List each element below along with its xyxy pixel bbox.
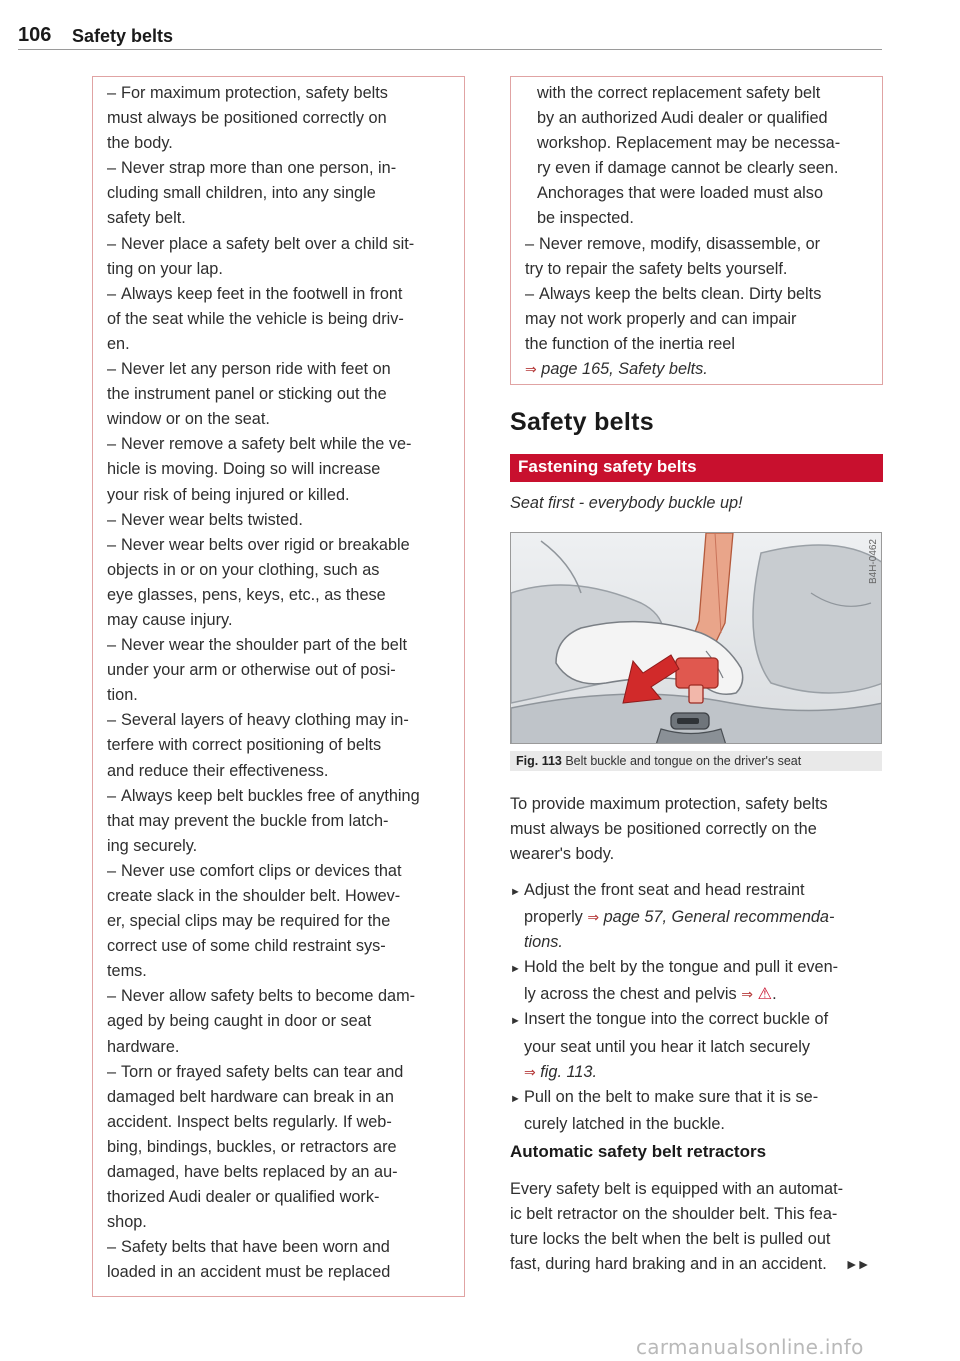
- warning-text: Several layers of heavy clothing may in-: [121, 711, 409, 730]
- warning-text: create slack in the shoulder belt. Howev-: [107, 887, 401, 905]
- warning-text: your risk of being injured or killed.: [107, 485, 350, 504]
- figure-caption-label: Fig. 113: [516, 754, 562, 768]
- warning-item: [107, 784, 457, 859]
- intro-text: Seat first - everybody buckle up!: [510, 494, 743, 512]
- step-bullet-icon: ►: [510, 1092, 521, 1105]
- text-line: To provide maximum protection, safety belts: [510, 795, 828, 813]
- warning-box-left: [92, 76, 465, 1297]
- step-text: curely latched in the buckle.: [524, 1114, 725, 1133]
- continue-arrow-icon: ►►: [844, 1256, 869, 1273]
- warning-item: [107, 81, 457, 156]
- warning-text: must always be positioned correctly on: [107, 109, 387, 128]
- dash-bullet-icon: –: [107, 234, 117, 253]
- warning-text: For maximum protection, safety belts: [121, 84, 388, 102]
- warning-text: Never use comfort clips or devices that: [121, 861, 402, 880]
- warning-item: [107, 508, 457, 533]
- warning-text: Never remove, modify, disassemble, or: [539, 234, 821, 253]
- warning-item: [107, 1235, 457, 1285]
- page-number: 106: [18, 24, 52, 46]
- figure-reference-link[interactable]: [524, 1060, 882, 1085]
- section-title: Safety belts: [510, 408, 654, 436]
- warning-text: hardware.: [107, 1037, 180, 1056]
- dash-bullet-icon: –: [107, 987, 117, 1006]
- warning-item: [525, 232, 875, 282]
- warning-text: try to repair the safety belts yourself.: [525, 259, 788, 278]
- step-bullet-icon: ►: [510, 886, 521, 898]
- paragraph-retractors: [510, 1177, 882, 1277]
- warning-text: Never remove a safety belt while the ve-: [121, 435, 412, 454]
- subsection-banner-text: Fastening safety belts: [518, 457, 697, 476]
- warning-text: correct use of some child restraint sys-: [107, 937, 386, 956]
- warning-continuation-line: Anchorages that were loaded must also: [537, 184, 823, 203]
- warning-continuation-line: be inspected.: [537, 209, 634, 228]
- reference-arrow-icon: ⇒: [741, 986, 753, 1003]
- warning-text: objects in or on your clothing, such as: [107, 560, 380, 579]
- warning-text: may cause injury.: [107, 610, 233, 629]
- dash-bullet-icon: –: [107, 435, 117, 454]
- warning-text: bing, bindings, buckles, or retractors are: [107, 1137, 397, 1156]
- warning-text: aged by being caught in door or seat: [107, 1012, 372, 1031]
- step-item: [510, 878, 882, 955]
- step-text: Adjust the front seat and head restraint: [524, 881, 805, 899]
- warning-text: eye glasses, pens, keys, etc., as these: [107, 585, 386, 604]
- dash-bullet-icon: –: [107, 636, 117, 655]
- step-text: Pull on the belt to make sure that it is se-: [524, 1087, 819, 1106]
- warning-text: damaged, have belts replaced by an au-: [107, 1163, 398, 1182]
- dash-bullet-icon: –: [525, 284, 535, 303]
- warning-text: safety belt.: [107, 209, 186, 228]
- dash-bullet-icon: –: [107, 535, 117, 554]
- text-line: must always be positioned correctly on the: [510, 820, 817, 839]
- page-reference-link[interactable]: [587, 908, 834, 926]
- warning-text: en.: [107, 334, 130, 353]
- warning-text: Never wear belts twisted.: [121, 510, 303, 529]
- instruction-steps: [510, 878, 882, 1137]
- warning-item: [107, 1060, 457, 1236]
- step-item: [510, 1085, 882, 1137]
- reference-text: page 57, General recommenda-: [603, 908, 835, 927]
- warning-text: Never let any person ride with feet on: [121, 360, 391, 379]
- warning-text: thorized Audi dealer or qualified work-: [107, 1188, 380, 1207]
- warning-continuation-line: ry even if damage cannot be clearly seen.: [537, 159, 839, 178]
- dash-bullet-icon: –: [107, 159, 117, 178]
- dash-bullet-icon: –: [107, 84, 117, 102]
- warning-item: [525, 282, 875, 382]
- step-text: ly across the chest and pelvis: [524, 985, 742, 1004]
- warning-text: under your arm or otherwise out of posi-: [107, 661, 396, 680]
- warning-item: [107, 859, 457, 984]
- warning-text: Torn or frayed safety belts can tear and: [121, 1062, 404, 1081]
- step-text: Hold the belt by the tongue and pull it even-: [524, 958, 839, 977]
- dash-bullet-icon: –: [107, 1238, 117, 1257]
- warning-text: cluding small children, into any single: [107, 184, 376, 203]
- warning-text: terfere with correct positioning of belts: [107, 736, 382, 755]
- figure-caption-text: Belt buckle and tongue on the driver's seat: [565, 754, 802, 768]
- paragraph-protection: [510, 792, 882, 867]
- reference-text: page 165, Safety belts.: [541, 360, 708, 379]
- reference-arrow-icon: ⇒: [525, 361, 537, 378]
- step-text: your seat until you hear it latch securely: [524, 1037, 810, 1056]
- step-item: [510, 1007, 882, 1084]
- dash-bullet-icon: –: [107, 1062, 117, 1081]
- warning-list-right: [525, 81, 875, 382]
- step-item: ► Hold the belt by the tongue and pull it even- ly across the chest and pelvis ⇒ ⚠.: [510, 958, 839, 1004]
- warning-text: Always keep the belts clean. Dirty belts: [539, 284, 822, 303]
- warning-text: ing securely.: [107, 836, 198, 855]
- warning-text: ting on your lap.: [107, 259, 223, 278]
- text-line: wearer's body.: [510, 845, 615, 864]
- warning-text: that may prevent the buckle from latch-: [107, 811, 389, 830]
- warning-item: [107, 984, 457, 1059]
- warning-item: [107, 232, 457, 282]
- warning-text: er, special clips may be required for the: [107, 912, 391, 931]
- reference-arrow-icon: ⇒: [587, 909, 600, 926]
- warning-text: hicle is moving. Doing so will increase: [107, 460, 381, 479]
- warning-text: Never wear the shoulder part of the belt: [121, 636, 407, 655]
- running-title: Safety belts: [72, 26, 174, 46]
- warning-item: [107, 282, 457, 357]
- warning-item: [107, 156, 457, 231]
- warning-item: [107, 633, 457, 708]
- warning-text: Never allow safety belts to become dam-: [121, 987, 416, 1006]
- figure-belt-buckle: [510, 532, 882, 744]
- warning-continuation-line: by an authorized Audi dealer or qualified: [537, 109, 828, 128]
- figure-caption: [510, 751, 882, 771]
- warning-text: of the seat while the vehicle is being driv-: [107, 309, 404, 328]
- warning-item: [107, 708, 457, 783]
- warning-text: loaded in an accident must be replaced: [107, 1263, 391, 1282]
- text-line: ture locks the belt when the belt is pulled out: [510, 1230, 831, 1249]
- warning-text: Never place a safety belt over a child sit-: [121, 234, 415, 253]
- text-line: ic belt retractor on the shoulder belt. This fea-: [510, 1205, 838, 1224]
- page-reference-link[interactable]: [525, 357, 875, 382]
- warning-text: Never strap more than one person, in-: [121, 159, 397, 178]
- step-bullet-icon: ►: [510, 963, 521, 976]
- reference-text: fig. 113.: [540, 1062, 597, 1081]
- belt-buckle-illustration: [511, 533, 882, 744]
- warning-text: tems.: [107, 962, 147, 981]
- dash-bullet-icon: –: [107, 360, 117, 379]
- text-line: Every safety belt is equipped with an automat-: [510, 1180, 844, 1198]
- warning-text: accident. Inspect belts regularly. If web-: [107, 1112, 392, 1131]
- step-bullet-icon: ►: [510, 1015, 521, 1028]
- warning-continuation-line: with the correct replacement safety belt: [537, 84, 821, 102]
- warning-text: tion.: [107, 686, 138, 705]
- figure-code: B4H-0462: [868, 539, 879, 585]
- dash-bullet-icon: –: [107, 861, 117, 880]
- warning-text: Always keep feet in the footwell in front: [121, 284, 403, 303]
- subsection-banner: [510, 454, 883, 482]
- warning-text: the body.: [107, 134, 173, 153]
- warning-text: Safety belts that have been worn and: [121, 1238, 390, 1257]
- warning-box-right: [510, 76, 883, 385]
- warning-text: the function of the inertia reel: [525, 334, 735, 353]
- text-line: fast, during hard braking and in an accident.: [510, 1255, 827, 1274]
- dash-bullet-icon: –: [107, 284, 117, 303]
- warning-text: shop.: [107, 1213, 147, 1232]
- warning-text: window or on the seat.: [107, 410, 270, 429]
- dash-bullet-icon: –: [525, 234, 535, 253]
- warning-triangle-icon[interactable]: ⚠: [757, 985, 773, 1004]
- dash-bullet-icon: –: [107, 786, 117, 805]
- warning-item: [107, 432, 457, 507]
- warning-text: damaged belt hardware can break in an: [107, 1087, 394, 1106]
- dash-bullet-icon: –: [107, 711, 117, 730]
- reference-text: tions.: [524, 933, 563, 952]
- page-header: [18, 24, 882, 50]
- warning-text: and reduce their effectiveness.: [107, 761, 329, 780]
- dash-bullet-icon: –: [107, 510, 117, 529]
- subheading-retractors: Automatic safety belt retractors: [510, 1142, 767, 1161]
- warning-text: Always keep belt buckles free of anything: [121, 786, 420, 805]
- warning-text: the instrument panel or sticking out the: [107, 385, 387, 404]
- step-text: properly: [524, 908, 588, 927]
- warning-list-left: [107, 81, 457, 1286]
- step-text: Insert the tongue into the correct buckle of: [524, 1010, 829, 1029]
- reference-arrow-icon: ⇒: [524, 1063, 536, 1080]
- warning-item: [107, 533, 457, 633]
- warning-text: may not work properly and can impair: [525, 309, 797, 328]
- warning-item: [107, 357, 457, 432]
- warning-text: Never wear belts over rigid or breakable: [121, 535, 410, 554]
- watermark: carmanualsonline.info: [636, 1335, 864, 1359]
- warning-continuation-line: workshop. Replacement may be necessa-: [537, 134, 841, 153]
